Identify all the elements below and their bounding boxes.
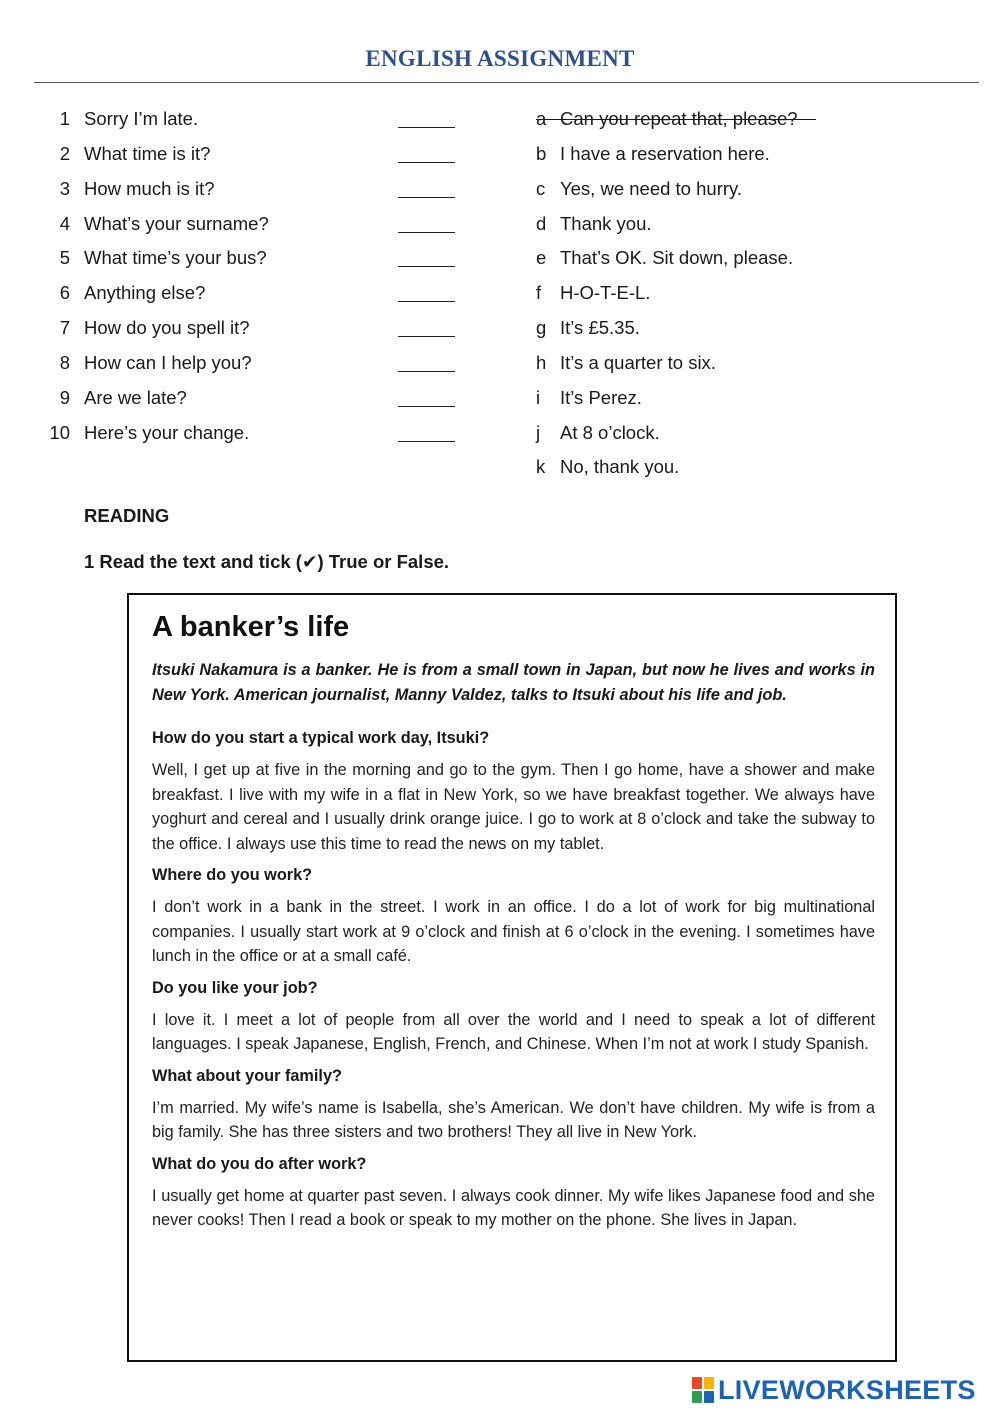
answer-text: No, thank you. — [560, 456, 680, 477]
interview-answer: I love it. I meet a lot of people from all over the world and I need to speak a lot of different languages. I speak Japanese, English, French, and Chinese. When I’m not at work I study Spanish. — [152, 1010, 875, 1053]
answer-option-f — [0, 282, 1000, 310]
question-number: 5 — [59, 247, 70, 268]
answer-option-i — [0, 387, 1000, 415]
logo-square-blue — [704, 1391, 714, 1403]
question-number: 9 — [59, 387, 70, 408]
question-text: How much is it? — [84, 178, 215, 199]
answer-option-h — [0, 352, 1000, 380]
answer-option-b — [0, 143, 1000, 171]
question-number: 10 — [49, 422, 70, 443]
interview-answer: Well, I get up at five in the morning and go to the gym. Then I go home, have a shower and make breakfast. I live with my wife in a flat in New York, so we have breakfast together. We always have yoghurt and cereal and I usually drink orange juice. I go to work at 8 o’clock and take the subway to the office. I always use this time to read the news on my tablet. — [152, 761, 875, 853]
answer-text: It’s a quarter to six. — [560, 352, 716, 373]
article-box — [127, 593, 897, 1362]
answer-letter: i — [536, 387, 541, 408]
reading-instruction: 1 Read the text and tick (✔) True or False. — [84, 551, 450, 572]
answer-option-e — [0, 247, 1000, 275]
answer-letter: k — [536, 456, 546, 477]
question-text: Here’s your change. — [84, 422, 250, 443]
question-number: 8 — [59, 352, 70, 373]
interview-answer: I usually get home at quarter past seven. I always cook dinner. My wife likes Japanese food and she never cooks! Then I read a book or speak to my mother on the phone. She lives in Japan. — [152, 1186, 875, 1229]
question-number: 1 — [59, 108, 70, 129]
question-text: What time is it? — [84, 143, 211, 164]
answer-letter: a — [536, 108, 547, 129]
interview-answer: I don’t work in a bank in the street. I work in an office. I do a lot of work for big multinational companies. I usually start work at 9 o’clock and finish at 6 o’clock in the evening. I sometimes have lunch in the office or at a small café. — [152, 898, 875, 965]
answer-text: At 8 o’clock. — [560, 422, 660, 443]
answer-letter: c — [536, 178, 546, 199]
answer-option-k — [0, 456, 1000, 484]
liveworksheets-logo-icon — [692, 1377, 714, 1403]
answer-letter: j — [536, 422, 541, 443]
interview-answer: I’m married. My wife’s name is Isabella, she’s American. We don’t have children. My wife is from a big family. She has three sisters and two brothers! They all live in New York. — [152, 1098, 875, 1141]
answer-letter: g — [536, 317, 547, 338]
question-number: 2 — [59, 143, 70, 164]
answer-text: I have a reservation here. — [560, 143, 770, 164]
interview-question: What about your family? — [152, 1066, 342, 1085]
title-divider — [34, 82, 979, 83]
answer-text: H-O-T-E-L. — [560, 282, 651, 303]
answer-letter: f — [536, 282, 542, 303]
liveworksheets-logo — [692, 1374, 976, 1406]
answer-option-j — [0, 422, 1000, 450]
interview-question: Do you like your job? — [152, 978, 318, 997]
question-text: Anything else? — [84, 282, 206, 303]
answer-text: It’s £5.35. — [560, 317, 640, 338]
question-text: How can I help you? — [84, 352, 252, 373]
answer-letter: b — [536, 143, 547, 164]
answer-option-c — [0, 178, 1000, 206]
question-number: 4 — [59, 213, 70, 234]
strikethrough-line — [536, 119, 816, 120]
question-number: 3 — [59, 178, 70, 199]
answer-letter: h — [536, 352, 547, 373]
reading-heading: READING — [84, 505, 170, 526]
article-content — [152, 611, 875, 1241]
question-number: 6 — [59, 282, 70, 303]
answer-text: Thank you. — [560, 213, 652, 234]
logo-square-yellow — [704, 1377, 714, 1389]
logo-square-red — [692, 1377, 702, 1389]
answer-letter: e — [536, 247, 547, 268]
answer-option-g — [0, 317, 1000, 345]
logo-text: LIVEWORKSHEETS — [718, 1374, 976, 1405]
question-text: How do you spell it? — [84, 317, 250, 338]
interview-question: Where do you work? — [152, 866, 313, 884]
logo-square-green — [692, 1391, 702, 1403]
question-number: 7 — [59, 317, 70, 338]
interview-question: What do you do after work? — [152, 1154, 367, 1173]
answer-letter: d — [536, 213, 547, 234]
article-title: A banker’s life — [152, 611, 350, 643]
question-text: What’s your surname? — [84, 213, 269, 234]
interview-question: How do you start a typical work day, Itsuki? — [152, 729, 490, 747]
question-text: Sorry I’m late. — [84, 108, 199, 129]
answer-option-a — [0, 108, 1000, 136]
question-text: Are we late? — [84, 387, 187, 408]
answer-text: Yes, we need to hurry. — [560, 178, 743, 199]
answer-text: That’s OK. Sit down, please. — [560, 247, 794, 268]
page-title: ENGLISH ASSIGNMENT — [365, 46, 635, 71]
answer-text: It’s Perez. — [560, 387, 642, 408]
question-text: What time’s your bus? — [84, 247, 267, 268]
answer-text: Can you repeat that, please? — [560, 108, 798, 129]
answer-option-d — [0, 213, 1000, 241]
article-intro: Itsuki Nakamura is a banker. He is from a small town in Japan, but now he lives and works in New York. American journalist, Manny Valdez, talks to Itsuki about his life and job. — [152, 661, 875, 704]
